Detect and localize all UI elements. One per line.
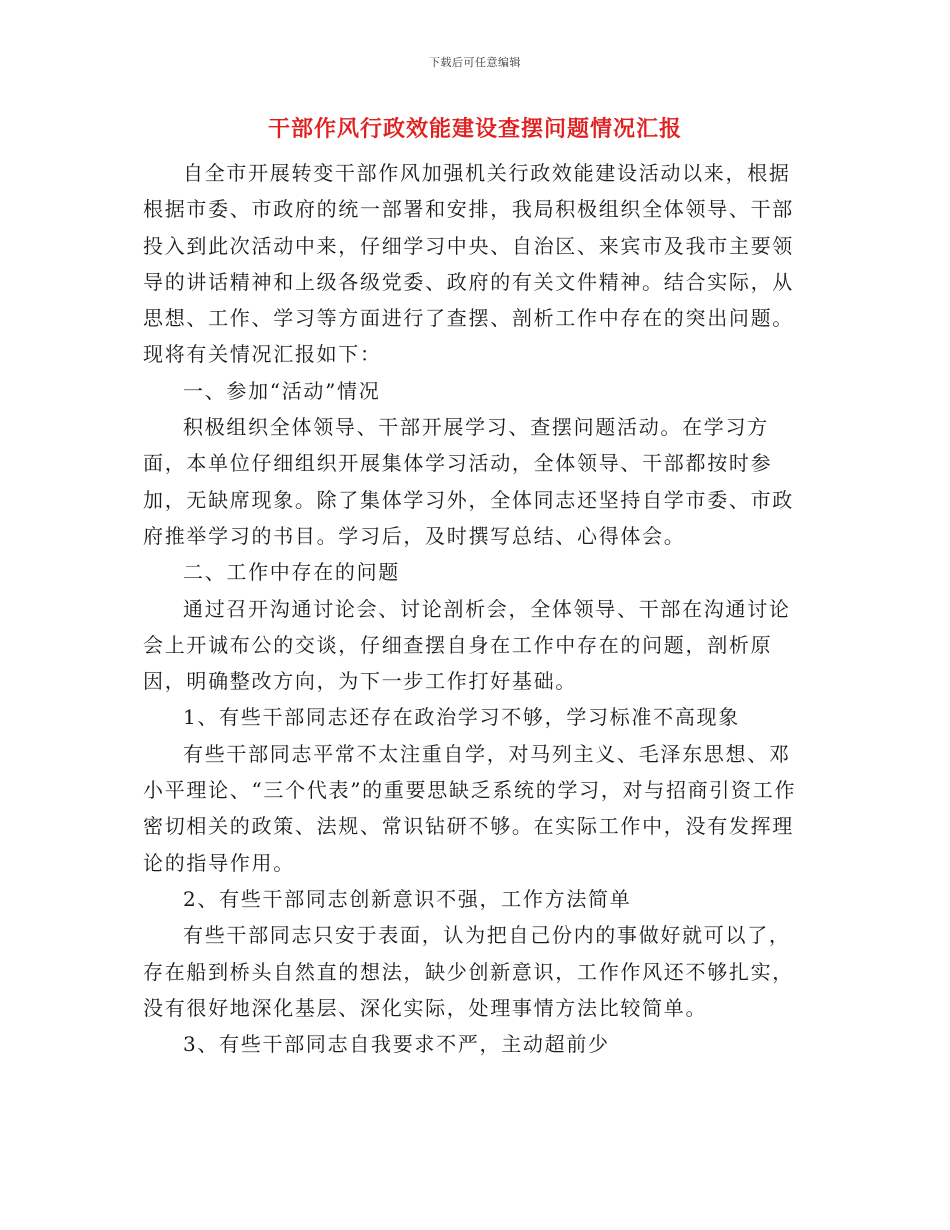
page-header-note: 下载后可任意编辑 xyxy=(429,56,521,69)
body-paragraph: 通过召开沟通讨论会、讨论剖析会，全体领导、干部在沟通讨论会上开诚布公的交谈，仔细查摆自身在工作中存在的问题，剖析原因，明确整改方向，为下一步工作打好基础。 xyxy=(143,596,791,694)
subsection-heading: 2、有些干部同志创新意识不强，工作方法简单 xyxy=(183,886,632,911)
subsection-heading: 3、有些干部同志自我要求不严，主动超前少 xyxy=(183,1032,610,1057)
subsection-heading: 1、有些干部同志还存在政治学习不够，学习标准不高现象 xyxy=(183,705,740,730)
document-body xyxy=(143,155,808,1062)
body-paragraph: 有些干部同志只安于表面，认为把自己份内的事做好就可以了，存在船到桥头自然直的想法，缺少创新意识，工作作风还不够扎实，没有很好地深化基层、深化实际，处理事情方法比较简单。 xyxy=(143,923,794,1020)
body-paragraph: 积极组织全体领导、干部开展学习、查摆问题活动。在学习方面，本单位仔细组织开展集体学习活动，全体领导、干部都按时参加，无缺席现象。除了集体学习外，全体同志还坚持自学市委、市政府推举学习的书目。学习后，及时撰写总结、心得体会。 xyxy=(143,415,794,548)
section-heading: 二、工作中存在的问题 xyxy=(183,560,400,585)
body-paragraph: 有些干部同志平常不太注重自学，对马列主义、毛泽东思想、邓小平理论、“三个代表”的重要思缺乏系统的学习，对与招商引资工作密切相关的政策、法规、常识钻研不够。在实际工作中，没有发挥理论的指导作用。 xyxy=(143,741,797,875)
section-heading: 一、参加“活动”情况 xyxy=(183,378,381,403)
body-paragraph: 自全市开展转变干部作风加强机关行政效能建设活动以来，根据根据市委、市政府的统一部署和安排，我局积极组织全体领导、干部投入到此次活动中来，仔细学习中央、自治区、来宾市及我市主要领导的讲话精神和上级各级党委、政府的有关文件精神。结合实际，从思想、工作、学习等方面进行了查摆、剖析工作中存在的突出问题。现将有关情况汇报如下： xyxy=(143,161,794,367)
document-title: 干部作风行政效能建设查摆问题情况汇报 xyxy=(267,116,682,142)
